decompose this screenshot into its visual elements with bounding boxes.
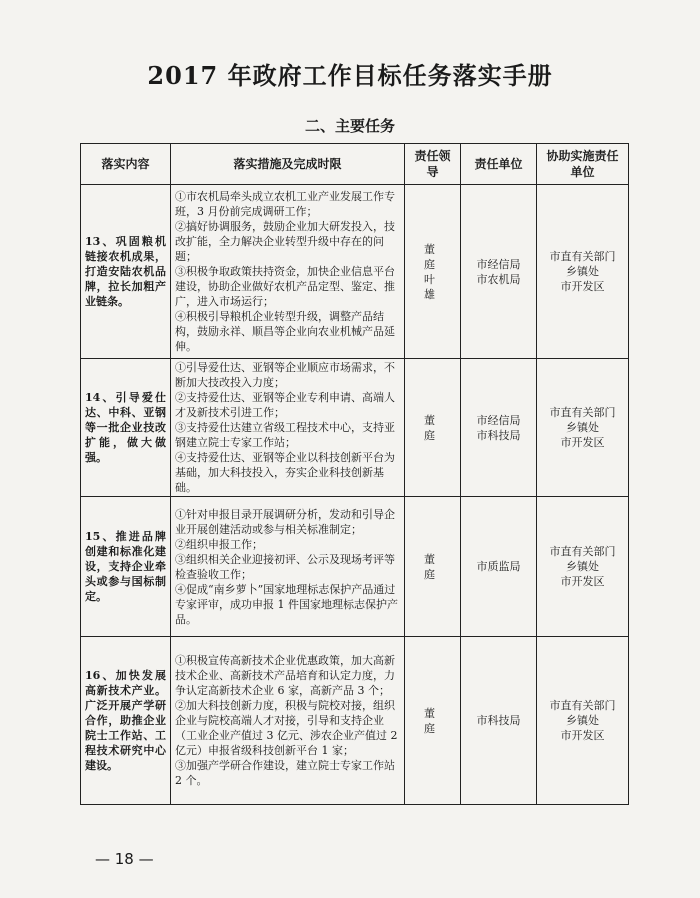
task-leader: [405, 185, 461, 359]
task-content: 13、巩固粮机链接农机成果，打造安陆农机品牌，拉长加粗产业链条。: [81, 185, 171, 359]
task-leader: [405, 497, 461, 637]
unit-name: 市质监局: [476, 560, 521, 573]
unit-name: 市经信局: [476, 257, 521, 271]
measure-item: ④积极引导粮机企业转型升级，调整产品结构，鼓励永祥、顺昌等企业向农业机械产品延伸。: [175, 310, 395, 353]
table-row: [81, 359, 629, 497]
assist-unit: 市开发区: [560, 280, 605, 293]
assist-unit: 市开发区: [560, 729, 605, 742]
leader-name: 董 庭: [424, 552, 458, 581]
header-leader: 责任领导: [405, 144, 461, 185]
task-unit: [461, 185, 537, 359]
header-content: 落实内容: [81, 144, 171, 185]
task-assist: [537, 497, 629, 637]
assist-unit: 乡镇处: [566, 421, 599, 434]
assist-unit: 乡镇处: [566, 714, 599, 727]
assist-unit: 市直有关部门: [549, 699, 616, 712]
task-assist: [537, 359, 629, 497]
leader-name: 董 庭: [424, 242, 458, 271]
measure-item: ②搞好协调服务，鼓励企业加大研发投入，技改扩能，全力解决企业转型升级中存在的问题；: [175, 220, 395, 263]
leader-name: 叶 雄: [424, 272, 458, 301]
page-number: — 18 —: [95, 850, 154, 868]
assist-unit: 乡镇处: [566, 265, 599, 278]
task-leader: [405, 637, 461, 805]
measure-item: ④支持爱仕达、亚钢等企业以科技创新平台为基础，加大科技投入，夯实企业科技创新基础。: [175, 451, 395, 494]
assist-unit: 市开发区: [560, 436, 605, 449]
header-measures: 落实措施及完成时限: [171, 144, 405, 185]
task-content: 14、引导爱仕达、中科、亚钢等一批企业技改扩能，做大做强。: [81, 359, 171, 497]
assist-unit: 市直有关部门: [549, 545, 616, 558]
task-assist: [537, 185, 629, 359]
task-table: [80, 143, 629, 805]
task-measures: [171, 497, 405, 637]
task-measures: [171, 185, 405, 359]
task-unit: [461, 359, 537, 497]
table-header-row: [81, 144, 629, 185]
table-row: [81, 637, 629, 805]
header-assist: 协助实施责任单位: [537, 144, 629, 185]
measure-item: ①积极宣传高新技术企业优惠政策，加大高新技术企业、高新技术产品培育和认定力度，力争认定高新技术企业 6 家，高新产品 3 个；: [175, 654, 395, 697]
unit-name: 市经信局: [476, 413, 521, 427]
section-title: 二、主要任务: [304, 117, 395, 135]
task-assist: [537, 637, 629, 805]
measure-item: ②支持爱仕达、亚钢等企业专利申请、高端人才及新技术引进工作；: [175, 391, 395, 419]
assist-unit: 市直有关部门: [549, 406, 616, 419]
unit-name: 市农机局: [476, 272, 521, 286]
measure-item: ④促成“南乡萝卜”国家地理标志保护产品通过专家评审，成功申报 1 件国家地理标志保护产品。: [175, 582, 398, 626]
assist-unit: 市开发区: [560, 575, 605, 588]
measure-item: ①针对申报目录开展调研分析，发动和引导企业开展创建活动或参与相关标准制定；: [175, 507, 395, 536]
unit-name: 市科技局: [476, 428, 521, 442]
measure-item: ②组织申报工作；: [175, 537, 263, 551]
task-measures: [171, 637, 405, 805]
task-measures: [171, 359, 405, 497]
measure-item: ②加大科技创新力度，积极与院校对接，组织企业与院校高端人才对接，引导和支持企业（工业企业产值过 3 亿元、涉农企业产值过 2 亿元）申报省级科技创新平台 1 家；: [175, 699, 398, 757]
measure-item: ③支持爱仕达建立省级工程技术中心，支持亚钢建立院士专家工作站；: [175, 421, 395, 449]
document-title: 2017 年政府工作目标任务落实手册: [147, 61, 553, 90]
table-row: [81, 185, 629, 359]
task-content: 15、推进品牌创建和标准化建设，支持企业牵头或参与国标制定。: [81, 497, 171, 637]
leader-name: 董 庭: [424, 413, 458, 442]
measure-item: ③积极争取政策扶持资金，加快企业信息平台建设，协助企业做好农机产品定型、鉴定、推广，进入市场运行；: [175, 265, 395, 308]
task-leader: [405, 359, 461, 497]
assist-unit: 乡镇处: [566, 560, 599, 573]
header-unit: 责任单位: [461, 144, 537, 185]
measure-item: ①市农机局牵头成立农机工业产业发展工作专班，3 月份前完成调研工作；: [175, 190, 395, 218]
measure-item: ③组织相关企业迎接初评、公示及现场考评等检查验收工作；: [175, 552, 395, 581]
leader-name: 董 庭: [424, 706, 458, 735]
table-row: [81, 497, 629, 637]
task-content: 16、加快发展高新技术产业。广泛开展产学研合作，助推企业院士工作站、工程技术研究中心建设。: [81, 637, 171, 805]
assist-unit: 市直有关部门: [549, 250, 616, 263]
unit-name: 市科技局: [476, 714, 521, 727]
task-unit: [461, 497, 537, 637]
measure-item: ①引导爱仕达、亚钢等企业顺应市场需求，不断加大技改投入力度；: [175, 361, 395, 389]
measure-item: ③加强产学研合作建设，建立院士专家工作站 2 个。: [175, 759, 395, 787]
task-unit: [461, 637, 537, 805]
